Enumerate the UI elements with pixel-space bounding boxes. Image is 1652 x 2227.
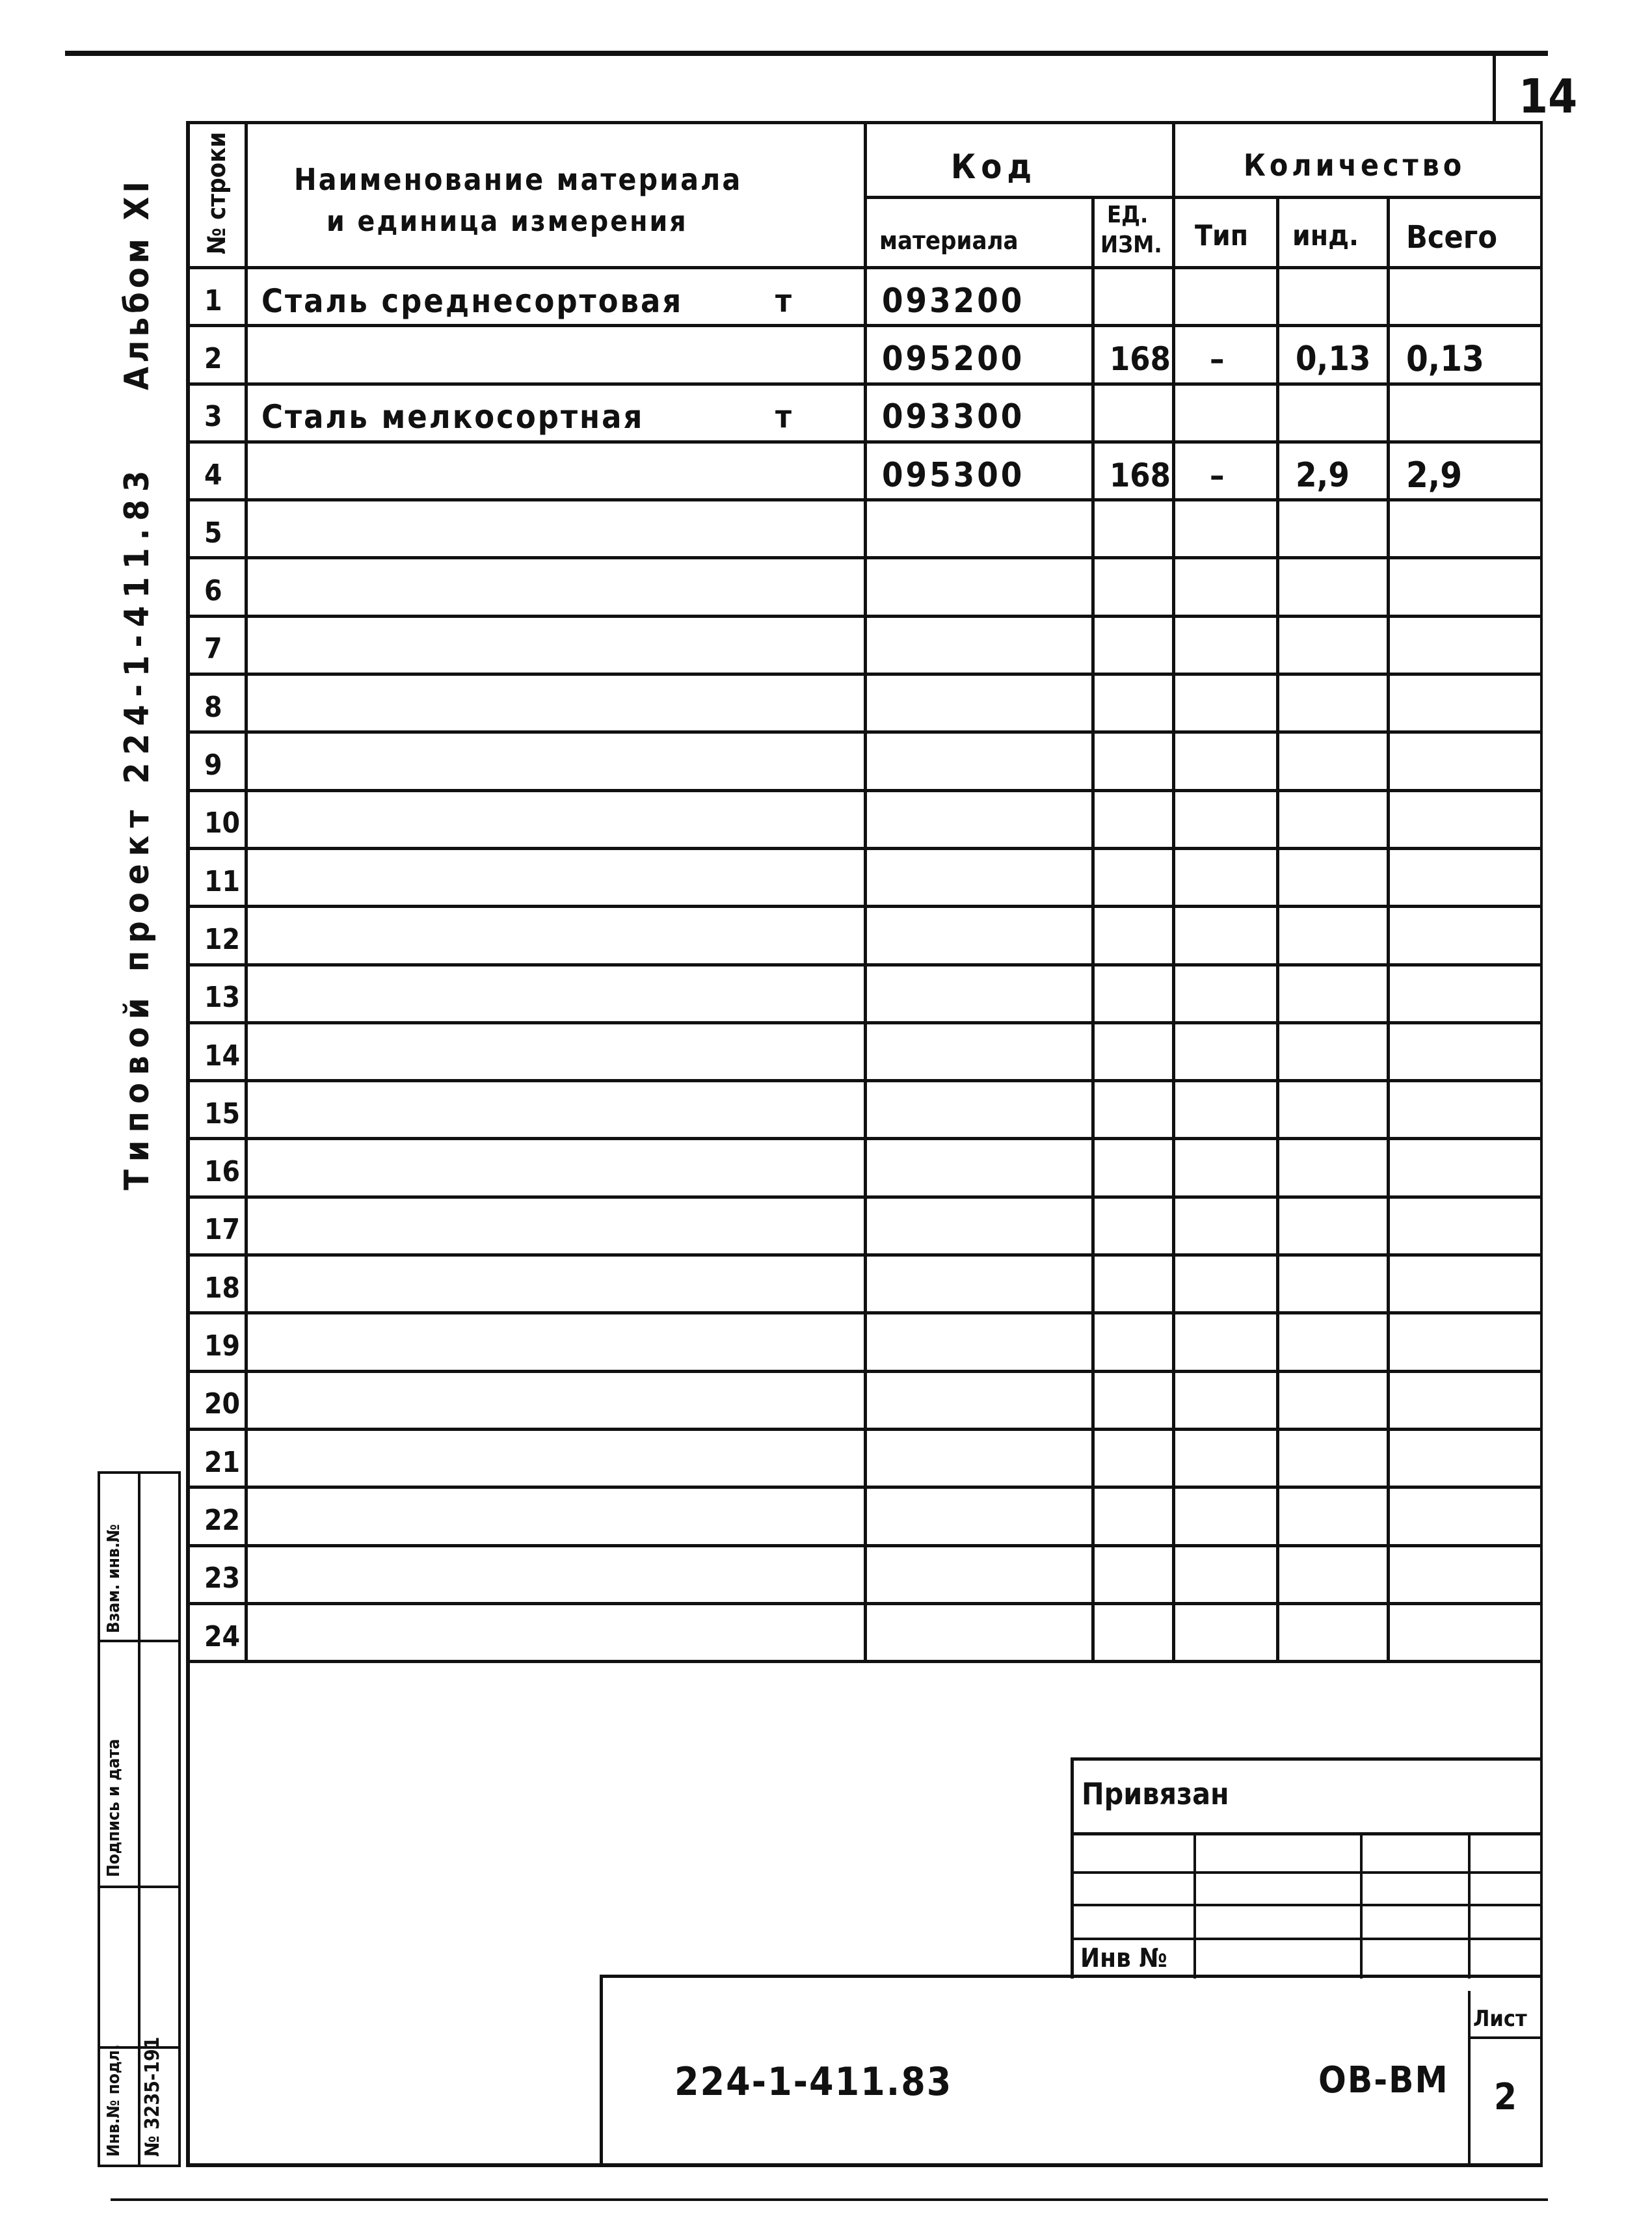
name-header-line2: и единица измерения: [326, 205, 688, 238]
table-row: [190, 792, 1540, 850]
table-row: [190, 850, 1540, 908]
cell-unit-letter: т: [775, 399, 792, 436]
project-label: Типовой проект 224-1-411.83: [118, 462, 157, 1190]
inv-original-label: Инв.№ подл.: [104, 2044, 124, 2157]
cell-individual: 0,13: [1296, 339, 1371, 379]
cell-n: 4: [204, 458, 222, 492]
sheet-number: 2: [1494, 2076, 1517, 2118]
table-row: [190, 1314, 1540, 1372]
table-row: [190, 1431, 1540, 1489]
table-row: [190, 1024, 1540, 1082]
cell-n: 15: [204, 1097, 241, 1130]
cell-individual: 2,9: [1296, 455, 1350, 495]
table-row: [190, 1199, 1540, 1257]
cell-n: 8: [204, 690, 222, 724]
cell-n: 12: [204, 922, 241, 956]
table-row: [190, 1489, 1540, 1547]
table-row: [190, 327, 1540, 385]
doc-code-block: [600, 1975, 1543, 2166]
table-row: [190, 618, 1540, 676]
cell-n: 14: [204, 1039, 241, 1073]
attached-block: [1071, 1757, 1543, 1979]
rows-number-header: № строки: [202, 131, 231, 254]
table-row: [190, 734, 1540, 792]
individual-header: инд.: [1292, 219, 1359, 252]
inv-number-value: № 3235-191: [141, 2036, 164, 2157]
signature-date-label: Подпись и дата: [104, 1739, 124, 1877]
attached-label: Привязан: [1082, 1776, 1229, 1811]
cell-n: 21: [204, 1445, 241, 1479]
left-stamp-box: [98, 1471, 181, 2167]
table-body: [190, 269, 1540, 1663]
table-row: [190, 444, 1540, 501]
table-row: [190, 1141, 1540, 1199]
doc-code: 224-1-411.83: [674, 2059, 953, 2105]
cell-material-code: 095300: [882, 455, 1025, 495]
cell-n: 5: [204, 516, 222, 550]
name-header: Наименование материала: [294, 162, 743, 197]
bottom-rule: [111, 2198, 1548, 2201]
page-number-box-line: [1493, 55, 1496, 123]
cell-type: –: [1210, 340, 1225, 378]
cell-n: 9: [204, 749, 222, 782]
table-row: [190, 1547, 1540, 1605]
cell-total: 0,13: [1406, 338, 1484, 379]
table-row: [190, 1373, 1540, 1431]
top-rule: [65, 51, 1548, 56]
unit-header-line2: ИЗМ.: [1100, 232, 1162, 258]
page-number: 14: [1519, 69, 1578, 124]
table-row: [190, 967, 1540, 1024]
cell-n: 24: [204, 1620, 241, 1653]
cell-n: 6: [204, 574, 222, 608]
cell-n: 2: [204, 341, 222, 375]
material-header: материала: [879, 226, 1019, 255]
cell-n: 22: [204, 1503, 241, 1537]
cell-n: 13: [204, 981, 241, 1015]
table-row: [190, 1605, 1540, 1663]
cell-n: 11: [204, 864, 241, 898]
cell-n: 23: [204, 1562, 241, 1595]
cell-unit-letter: т: [775, 282, 792, 319]
table-row: [190, 560, 1540, 618]
cell-material-code: 093300: [882, 397, 1025, 437]
cell-total: 2,9: [1406, 454, 1463, 496]
cell-n: 1: [204, 284, 222, 317]
cell-n: 10: [204, 807, 241, 840]
sheet-label: Лист: [1473, 2006, 1527, 2032]
unit-header: ЕД.: [1107, 202, 1149, 228]
table-row: [190, 269, 1540, 327]
quantity-header: Количество: [1244, 148, 1466, 183]
cell-n: 20: [204, 1387, 241, 1421]
cell-n: 3: [204, 400, 222, 434]
cell-unit-code: 168: [1110, 456, 1171, 494]
table-row: [190, 676, 1540, 734]
inv-no-label: Инв №: [1080, 1943, 1167, 1973]
total-header: Всего: [1406, 219, 1498, 256]
cell-n: 18: [204, 1271, 241, 1305]
cell-type: –: [1210, 456, 1225, 494]
cell-n: 16: [204, 1155, 241, 1189]
cell-name: Сталь мелкосортная: [261, 398, 645, 436]
table-row: [190, 501, 1540, 559]
cell-unit-code: 168: [1110, 340, 1171, 378]
materials-table: [186, 121, 1543, 1662]
code-header: Код: [951, 148, 1037, 187]
table-row: [190, 1082, 1540, 1140]
cell-n: 17: [204, 1213, 241, 1247]
table-row: [190, 908, 1540, 966]
cell-n: 19: [204, 1329, 241, 1363]
table-row: [190, 1257, 1540, 1314]
cell-name: Сталь среднесортовая: [261, 282, 684, 320]
cell-n: 7: [204, 632, 222, 666]
doc-mark: ОВ-ВМ: [1318, 2059, 1449, 2101]
cell-material-code: 095200: [882, 339, 1025, 379]
table-row: [190, 386, 1540, 444]
cell-material-code: 093200: [882, 281, 1025, 321]
album-label: Альбом XI: [118, 178, 157, 390]
replaces-inv-label: Взам. инв.№: [104, 1524, 124, 1633]
lower-frame-left: [186, 1660, 190, 2167]
type-header: Тип: [1195, 219, 1249, 252]
